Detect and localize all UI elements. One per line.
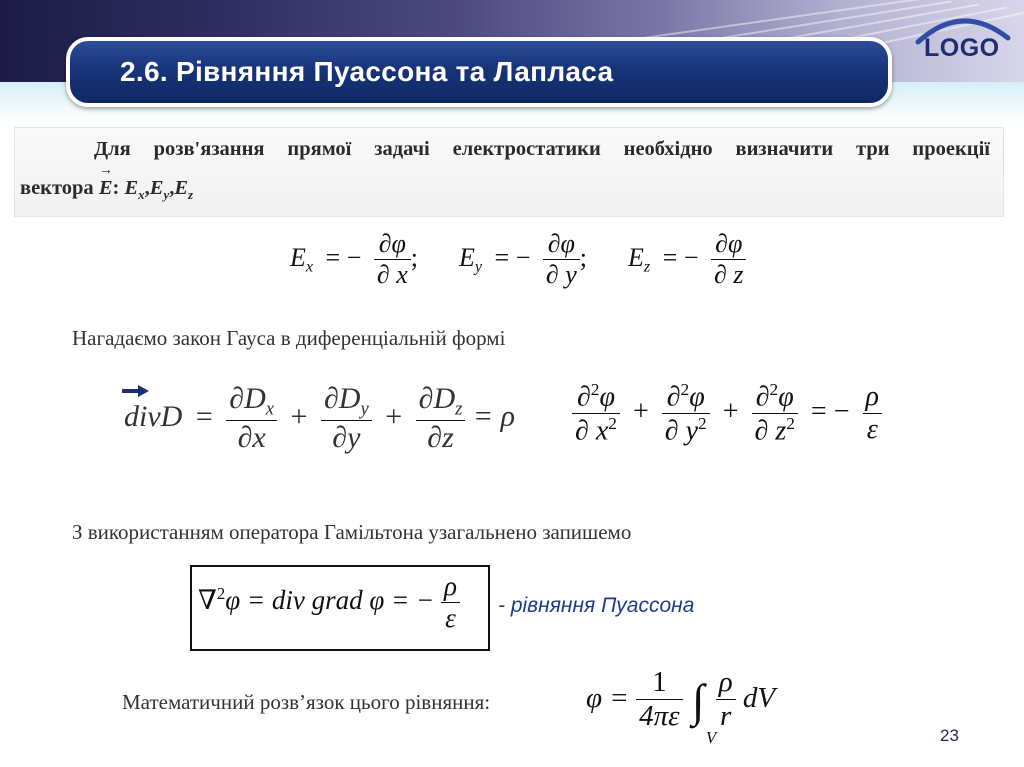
logo-text: LOGO [924,34,1000,62]
projection-y: $E_y$ = − $\frac{\partial\varphi}{\partial y}$ ; [459,229,587,289]
page-title: 2.6. Рівняння Пуассона та Лапласа [120,56,614,87]
scan-text-line-2 [20,177,193,203]
vector-arrow-icon [120,384,150,398]
scan-component-x: $E_x$ [124,177,145,203]
logo [912,8,1012,68]
scan-component-y: $E_y$ [149,177,170,203]
solution-integrand: $\frac{\rho}{r}$ [716,667,736,733]
solution-coefficient: $\frac{1}{4\pi\varepsilon}$ [636,667,682,733]
laplace-term-x: $\frac{\partial^2\varphi}{\partial x^2}$ [572,380,620,448]
gauss-intro-text: Нагадаємо закон Гауса в диференціальній формі [72,326,506,350]
projection-x: $E_x$ = − $\frac{\partial\varphi}{\partial x}$ ; [290,229,418,289]
projection-z: $E_z$ = − $\frac{\partial\varphi}{\partial z}$ [628,243,746,272]
page-number: 23 [940,726,959,745]
solution-intro-text: Математичний розв’язок цього рівняння: [122,690,491,714]
poisson-equation: ∇$^2$φ = div grad φ = − $\frac{\rho}{\varepsilon}$ [198,572,460,634]
div-equals: = [195,399,213,433]
divergence-equation: divD = $\frac{\partial D_x}{\partial x}$ + $\frac{\partial D_y}{\partial y}$ + $\frac{\partial D_z}{\partial z}$ = ρ [124,382,515,455]
div-rhs: = ρ [472,399,516,433]
solution-equation: φ = $\frac{1}{4\pi\varepsilon}$ ∫ V $\frac{\rho}{r}$ dV [586,666,776,747]
laplace-term-z: $\frac{\partial^2\varphi}{\partial z^2}$ [752,380,798,448]
scan-prefix: вектора [20,177,94,199]
scan-colon: : [112,177,120,199]
laplace-term-y: $\frac{\partial^2\varphi}{\partial y^2}$ [662,380,710,448]
poisson-label: - рівняння Пуассона [498,594,695,617]
projection-equations [290,230,746,289]
hamilton-intro-text: З використанням оператора Гамільтона узагальнено запишемо [72,520,632,544]
div-term-x: $\frac{\partial D_x}{\partial x}$ [226,382,277,455]
scan-component-z: $E_z$ [174,177,194,203]
laplace-rhs: $\frac{\rho}{\varepsilon}$ [863,382,882,446]
scan-separator: , [169,177,175,199]
integral-icon: ∫ V [691,674,717,747]
scan-separator: , [144,177,150,199]
div-lhs: divD [124,400,182,434]
scan-text-line-1: Для розв'язання прямої задачі електростатики необхідно визначити три проекції [94,138,990,160]
laplacian-equation: $\frac{\partial^2\varphi}{\partial x^2}$ + $\frac{\partial^2\varphi}{\partial y^2}$ + $\frac{\partial^2\varphi}{\partial z^2}$ = − $\frac{\rho}{\varepsilon}$ [572,380,882,448]
div-term-z: $\frac{\partial D_z}{\partial z}$ [416,382,466,455]
scan-vector: → E [99,177,113,199]
div-term-y: $\frac{\partial D_y}{\partial y}$ [321,382,372,455]
